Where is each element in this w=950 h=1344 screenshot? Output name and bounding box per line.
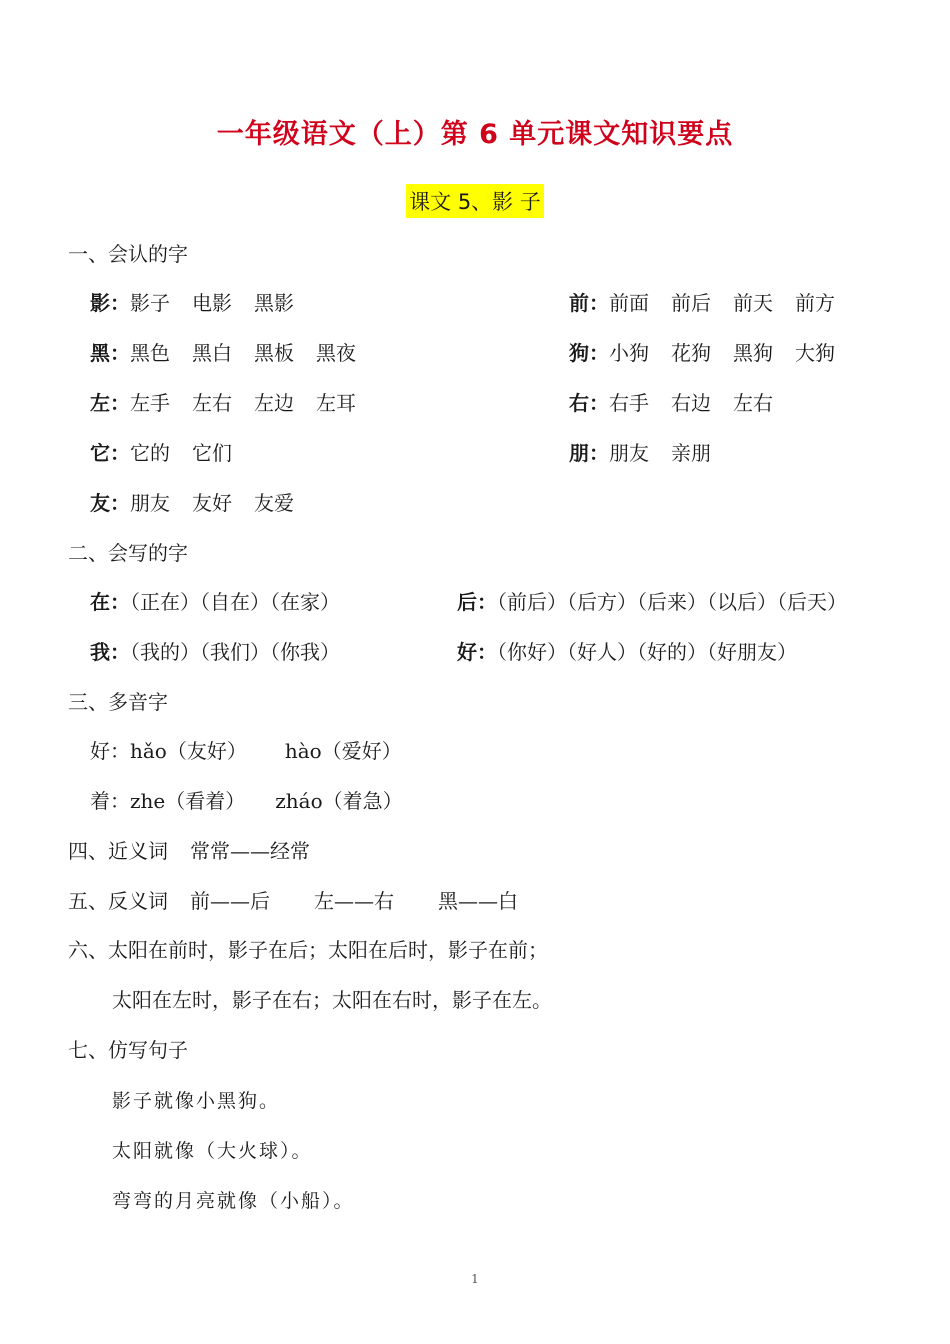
target-char: 影： xyxy=(90,291,130,315)
word: 友爱 xyxy=(254,491,294,515)
word-list: （我的）（我们）（你我） xyxy=(130,640,340,664)
antonym-pair: 前——后 xyxy=(190,889,270,913)
word: 黑狗 xyxy=(733,341,773,365)
word: 左右 xyxy=(192,391,232,415)
word: 黑夜 xyxy=(316,341,356,365)
word: 花狗 xyxy=(671,341,711,365)
page-title: 一年级语文（上）第 6 单元课文知识要点 xyxy=(216,119,734,150)
target-char: 后： xyxy=(457,590,497,614)
write-row xyxy=(90,638,340,666)
target-char: 左： xyxy=(90,391,130,415)
word: 黑白 xyxy=(192,341,232,365)
target-char: 好： xyxy=(90,739,130,763)
target-char: 朋： xyxy=(569,441,609,465)
word-list: （正在）（自在）（在家） xyxy=(130,590,340,614)
word: 左耳 xyxy=(316,391,356,415)
write-row xyxy=(457,638,797,666)
antonym-pair: 黑——白 xyxy=(438,889,518,913)
word: 左右 xyxy=(733,391,773,415)
word: 前天 xyxy=(733,291,773,315)
section-heading-antonym: 五、反义词 xyxy=(68,889,168,913)
antonym-row xyxy=(68,887,518,915)
word: 黑板 xyxy=(254,341,294,365)
target-char: 前： xyxy=(569,291,609,315)
recognize-row xyxy=(569,339,835,367)
word: 前方 xyxy=(795,291,835,315)
reading: zhe（看着） xyxy=(130,789,246,813)
recognize-row xyxy=(569,289,835,317)
word: 电影 xyxy=(192,291,232,315)
reading: zháo（着急） xyxy=(275,789,403,813)
antonym-pair: 左——右 xyxy=(314,889,394,913)
word: 左手 xyxy=(130,391,170,415)
section-heading-recognize: 一、会认的字 xyxy=(68,242,188,266)
target-char: 它： xyxy=(90,441,130,465)
recognize-row xyxy=(90,489,294,517)
target-char: 黑： xyxy=(90,341,130,365)
word-list: （前后）（后方）（后来）（以后）（后天） xyxy=(497,590,847,614)
word: 它的 xyxy=(130,441,170,465)
lesson-heading-wrap xyxy=(0,184,950,218)
polyphone-row xyxy=(90,787,403,815)
example-sentence: 影子就像小黑狗。 xyxy=(112,1090,281,1112)
word: 它们 xyxy=(192,441,232,465)
word: 友好 xyxy=(192,491,232,515)
page-number: 1 xyxy=(471,1272,479,1286)
polyphone-row xyxy=(90,737,402,765)
word: 亲朋 xyxy=(671,441,711,465)
section-heading-synonym: 四、近义词 xyxy=(68,839,168,863)
section-heading-polyphone: 三、多音字 xyxy=(68,690,168,714)
section-heading-write: 二、会写的字 xyxy=(68,541,188,565)
word: 朋友 xyxy=(130,491,170,515)
word: 前后 xyxy=(671,291,711,315)
lesson-heading: 课文 5、影 子 xyxy=(406,184,544,218)
recognize-row xyxy=(90,389,356,417)
target-char: 狗： xyxy=(569,341,609,365)
recognize-row xyxy=(569,389,773,417)
section-text-line: 太阳在左时，影子在右；太阳在右时，影子在左。 xyxy=(112,988,552,1012)
reading: hǎo（友好） xyxy=(130,739,247,763)
word: 右手 xyxy=(609,391,649,415)
word: 左边 xyxy=(254,391,294,415)
example-sentence: 弯弯的月亮就像（小船）。 xyxy=(112,1190,355,1212)
target-char: 着： xyxy=(90,789,130,813)
synonym-pair: 常常——经常 xyxy=(190,839,310,863)
example-sentence: 太阳就像（大火球）。 xyxy=(112,1140,313,1162)
write-row xyxy=(457,588,847,616)
word: 黑影 xyxy=(254,291,294,315)
target-char: 好： xyxy=(457,640,497,664)
word: 小狗 xyxy=(609,341,649,365)
section-heading-imitate: 七、仿写句子 xyxy=(68,1038,188,1062)
target-char: 右： xyxy=(569,391,609,415)
recognize-row xyxy=(90,439,232,467)
target-char: 友： xyxy=(90,491,130,515)
recognize-row xyxy=(90,339,356,367)
recognize-row xyxy=(90,289,316,317)
word: 影子 xyxy=(130,291,170,315)
word: 大狗 xyxy=(795,341,835,365)
word: 右边 xyxy=(671,391,711,415)
synonym-row xyxy=(68,837,310,865)
word: 黑色 xyxy=(130,341,170,365)
section-text-line: 六、太阳在前时，影子在后；太阳在后时，影子在前； xyxy=(68,938,548,962)
word: 前面 xyxy=(609,291,649,315)
target-char: 在： xyxy=(90,590,130,614)
word: 朋友 xyxy=(609,441,649,465)
recognize-row xyxy=(569,439,711,467)
reading: hào（爱好） xyxy=(284,739,402,763)
write-row xyxy=(90,588,340,616)
word-list: （你好）（好人）（好的）（好朋友） xyxy=(497,640,797,664)
target-char: 我： xyxy=(90,640,130,664)
